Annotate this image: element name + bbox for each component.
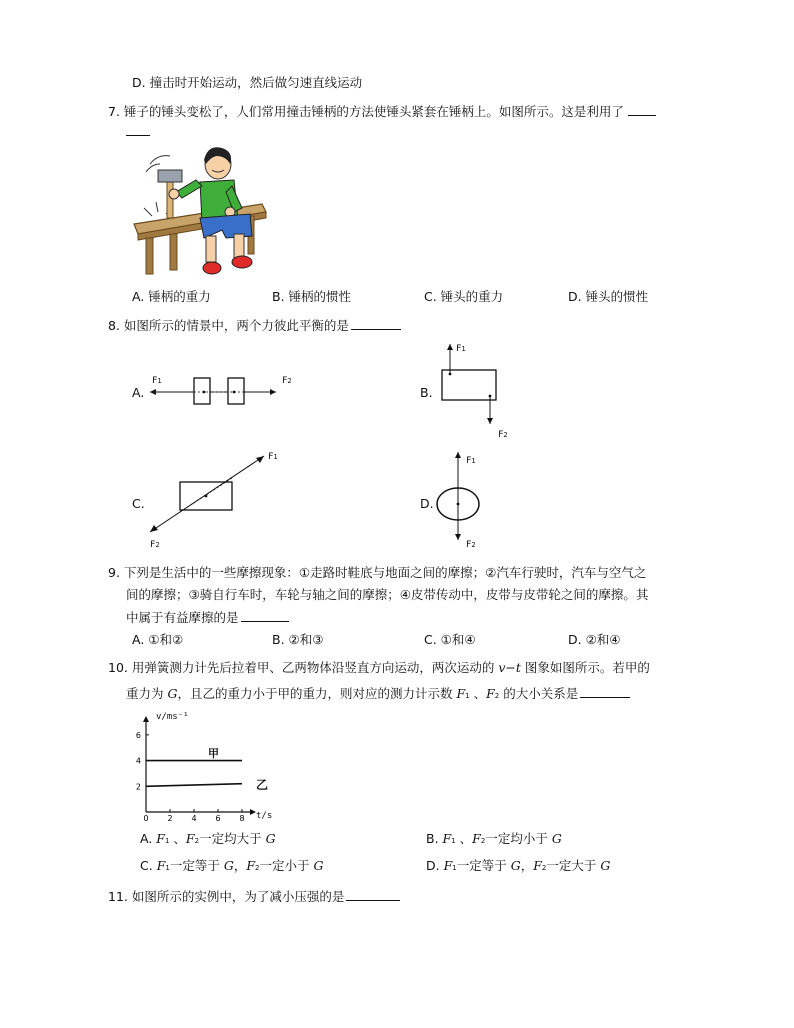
x-tick-label: 0 (143, 814, 149, 823)
q11-answer-blank[interactable] (346, 887, 400, 901)
sub: 2 (194, 837, 200, 845)
q7-answer-blank[interactable] (628, 102, 656, 116)
f1-symbol: F (156, 831, 165, 846)
y-tick-label: 2 (135, 782, 141, 792)
q7-option-c[interactable]: C. 锤头的重力 (424, 289, 504, 304)
q9-line2: 间的摩擦；③骑自行车时，车轮与轴之间的摩擦；④皮带传动中，皮带与皮带轮之间的摩擦。其 (126, 587, 649, 602)
sub: 1 (165, 864, 170, 872)
f2-symbol: F (185, 831, 195, 846)
y-axis-arrow (143, 716, 149, 722)
x-tick-label: 2 (167, 814, 173, 823)
q10-line2 (126, 684, 630, 705)
q10-answer-blank[interactable] (580, 684, 630, 698)
q10-vt-symbol: v−t (498, 660, 521, 675)
q10-g-symbol: G (167, 686, 178, 701)
q10-graph-jia-label: 甲 (208, 747, 219, 760)
q11-stem-text: 11. 如图所示的实例中，为了减小压强的是 (108, 889, 345, 904)
g-symbol: G (600, 858, 611, 873)
sub: 2 (541, 864, 547, 872)
q10-option-a[interactable] (140, 830, 276, 850)
f1-symbol: F (156, 858, 166, 873)
q9-line3 (126, 608, 289, 627)
q10-line1-a: 10. 用弹簧测力计先后拉着甲、乙两物体沿竖直方向运动，两次运动的 (108, 660, 499, 675)
y-tick-label: 4 (135, 756, 141, 766)
q9-line3-text: 中属于有益摩擦的是 (126, 610, 239, 625)
q7-option-a[interactable]: A. 锤柄的重力 (132, 289, 211, 304)
opt-text: 一定均大于 (199, 831, 266, 846)
q8-stem-text: 8. 如图所示的情景中，两个力彼此平衡的是 (108, 318, 349, 333)
q10-line1-b: 图象如图所示。若甲的 (520, 660, 650, 675)
q8-fig-c (144, 450, 274, 540)
opt-prefix: A. (140, 831, 157, 846)
opt-text: 一定小于 (259, 858, 314, 873)
opt-prefix: B. (426, 831, 443, 846)
f2-symbol: F (472, 831, 481, 846)
opt-prefix: C. (140, 858, 157, 873)
q10-option-d[interactable] (426, 857, 610, 877)
q8-fig-d-letter[interactable]: D. (420, 496, 434, 511)
sep: ， (233, 858, 247, 873)
q8-fig-d-f1-label: F1 (466, 456, 476, 466)
q8-stem (108, 316, 401, 335)
q8-fig-d-f2-label: F2 (466, 540, 476, 550)
g-symbol: G (223, 858, 234, 873)
g-symbol: G (265, 831, 276, 846)
q6-option-d: D. 撞击时开始运动，然后做匀速直线运动 (132, 75, 363, 90)
opt-text: 一定大于 (546, 858, 601, 873)
sub: 1 (164, 837, 170, 845)
f2-symbol: F (246, 858, 256, 873)
q8-fig-a-f2-label: F2 (282, 376, 292, 386)
opt-text: 一定等于 (456, 858, 511, 873)
sub: 1 (451, 837, 456, 845)
q8-fig-b-f2-label: F2 (498, 430, 508, 440)
q10-f2-symbol: F (486, 686, 495, 701)
q10-line1 (108, 659, 650, 677)
opt-prefix: D. (426, 858, 444, 873)
q7-option-d[interactable]: D. 锤头的惯性 (568, 289, 649, 304)
q10-option-c[interactable] (140, 857, 323, 877)
q9-answer-blank[interactable] (241, 608, 289, 622)
q10-vt-graph (130, 712, 280, 826)
sub: 2 (255, 864, 260, 872)
q10-f1-sub: 1 (465, 692, 470, 700)
opt-text: 一定等于 (169, 858, 224, 873)
q9-option-d[interactable]: D. ②和④ (568, 632, 621, 647)
q7-answer-blank-cont[interactable] (126, 122, 150, 136)
q7-option-b[interactable]: B. 锤柄的惯性 (272, 289, 352, 304)
series-line-yi (146, 784, 242, 787)
q11-stem (108, 887, 400, 906)
f1-symbol: F (443, 858, 453, 873)
q10-line2-b: ，且乙的重力小于甲的重力，则对应的测力计示数 (177, 686, 457, 701)
q8-fig-a-letter[interactable]: A. (132, 385, 145, 400)
sep: ， (520, 858, 534, 873)
q8-fig-c-f2-label: F2 (150, 540, 160, 550)
g-symbol: G (313, 858, 324, 873)
x-tick-label: 6 (215, 814, 221, 823)
q10-line2-c: 的大小关系是 (499, 686, 579, 701)
q8-fig-b-f1-label: F1 (456, 344, 466, 354)
opt-text: 一定均小于 (485, 831, 552, 846)
g-symbol: G (551, 831, 562, 846)
q8-fig-a-f1-label: F1 (152, 376, 162, 386)
sub: 2 (480, 837, 486, 845)
q10-f2-sub: 2 (494, 692, 500, 700)
q8-answer-blank[interactable] (351, 316, 401, 330)
sub: 1 (452, 864, 457, 872)
f1-symbol: F (442, 831, 452, 846)
hammer-illustration (130, 142, 270, 282)
q9-option-b[interactable]: B. ②和③ (272, 632, 324, 647)
q8-fig-c-letter[interactable]: C. (132, 496, 145, 511)
q8-fig-b-letter[interactable]: B. (420, 385, 433, 400)
q10-f1-symbol: F (456, 686, 466, 701)
sep: 、 (169, 831, 186, 846)
q10-graph-xlabel: t/s (256, 811, 273, 821)
sep: 、 (455, 831, 473, 846)
q10-sep: 、 (469, 686, 487, 701)
x-tick-label: 8 (239, 814, 245, 823)
q9-option-a[interactable]: A. ①和② (132, 632, 184, 647)
q7-stem-text: 7. 锤子的锤头变松了，人们常用撞击锤柄的方法使锤头紧套在锤柄上。如图所示。这是利用了 (108, 104, 624, 119)
q9-option-c[interactable]: C. ①和④ (424, 632, 476, 647)
q8-fig-b (436, 340, 526, 436)
q7-stem (108, 102, 656, 121)
f2-symbol: F (533, 858, 542, 873)
q8-fig-c-f1-label: F1 (268, 452, 278, 462)
q10-line2-a: 重力为 (126, 686, 168, 701)
g-symbol: G (510, 858, 521, 873)
q9-line1: 9. 下列是生活中的一些摩擦现象：①走路时鞋底与地面之间的摩擦；②汽车行驶时，汽车与空气之 (108, 565, 647, 580)
q10-graph-ylabel: v/ms⁻¹ (156, 712, 189, 722)
q10-option-b[interactable] (426, 830, 562, 850)
x-tick-label: 4 (191, 814, 197, 823)
y-tick-label: 6 (135, 730, 141, 740)
q10-graph-yi-label: 乙 (256, 778, 269, 792)
